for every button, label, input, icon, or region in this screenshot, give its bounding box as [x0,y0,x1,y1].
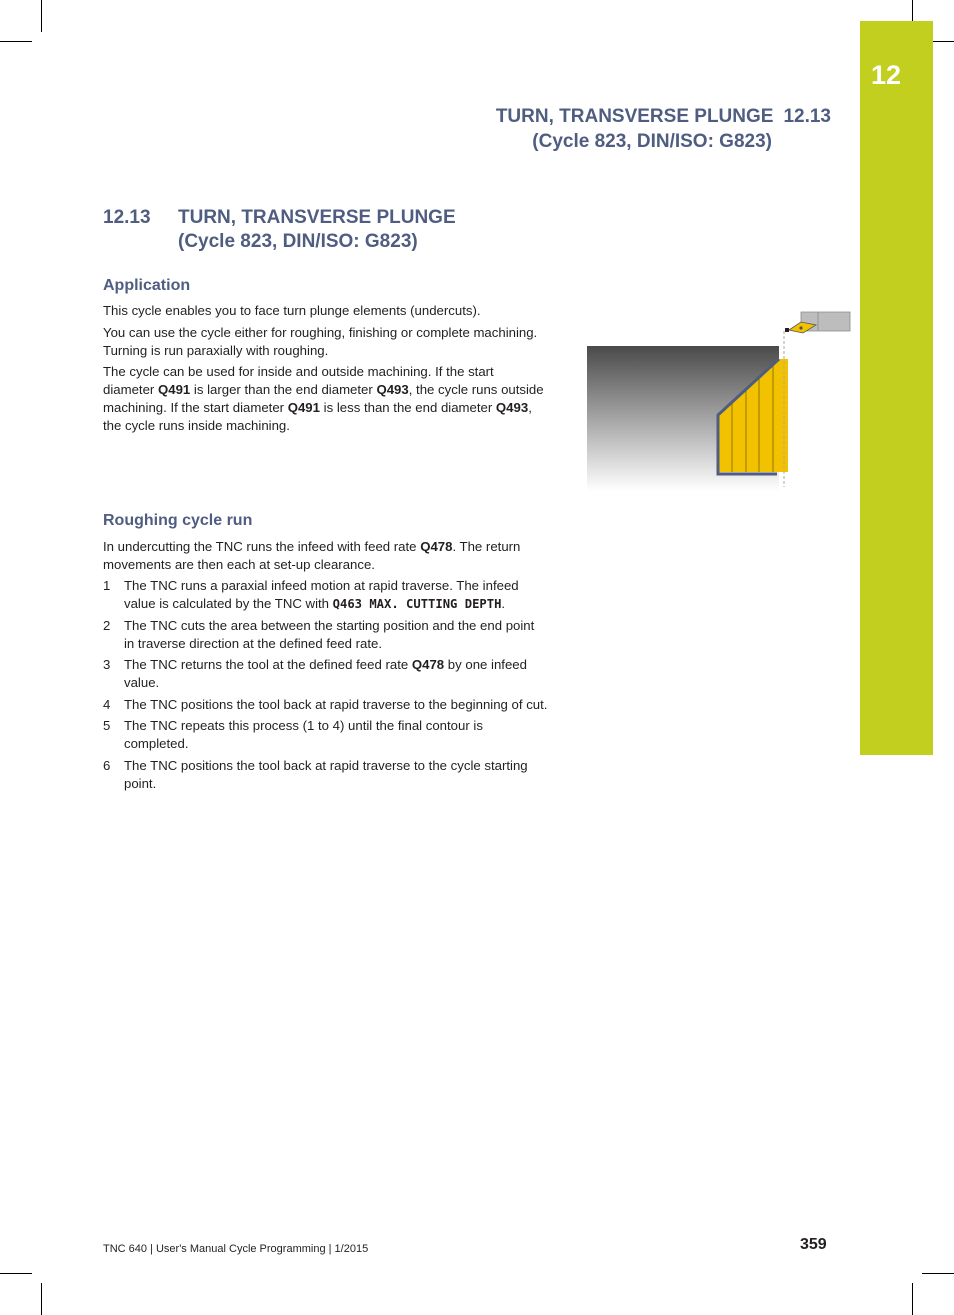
parameter-q491: Q491 [157,382,191,397]
crop-mark [912,1283,913,1315]
chapter-number: 12 [871,60,902,90]
crop-mark [41,0,42,32]
section-title-line2: (Cycle 823, DIN/ISO: G823) [178,231,418,252]
running-header-number: 12.13 [783,106,831,127]
parameter-q463: Q463 MAX. CUTTING DEPTH [332,597,502,611]
running-header-subtitle: (Cycle 823, DIN/ISO: G823) [532,131,772,152]
running-header [411,104,831,154]
roughing-steps [103,577,548,796]
list-item: 5 The TNC repeats this process (1 to 4) until the final contour is completed. [103,718,483,751]
page-number: 359 [800,1236,827,1253]
list-item: 4 The TNC positions the tool back at rapid traverse to the beginning of cut. [103,696,548,712]
crop-mark [41,1283,42,1315]
footer-text: TNC 640 | User's Manual Cycle Programming | 1/2015 [103,1243,369,1255]
list-item: 2 The TNC cuts the area between the starting position and the end point in traverse direction at the defined feed rate. [103,617,535,651]
parameter-q478: Q478 [420,539,453,554]
section-number: 12.13 [103,207,151,228]
start-point [785,328,789,332]
crop-mark [0,41,32,42]
application-paragraph-2: You can use the cycle either for roughing, finishing or complete machining. Turning is run paraxially with roughing. [103,325,538,358]
crop-mark [0,1273,32,1274]
list-item: 3 The TNC returns the tool at the defined feed rate Q478 by one infeed value. [103,657,527,690]
list-item: 1 The TNC runs a paraxial infeed motion at rapid traverse. The infeed value is calculated by the TNC with Q463 MAX. CUTTING DEPTH. [103,578,519,611]
application-heading: Application [103,277,191,294]
list-item: 6 The TNC positions the tool back at rapid traverse to the cycle starting point. [103,757,528,791]
parameter-q493: Q493 [495,400,529,415]
chapter-tab [860,21,933,755]
crop-mark [922,1273,954,1274]
running-header-title: TURN, TRANSVERSE PLUNGE [495,106,774,127]
application-paragraph-1: This cycle enables you to face turn plunge elements (undercuts). [103,303,481,318]
application-paragraph-3: The cycle can be used for inside and outside machining. If the start diameter Q491 is larger than the end diameter Q493, the cycle runs outside machining. If the start diameter Q491 is less than the end diameter Q493, the cycle runs inside machining. [103,364,544,433]
roughing-intro: In undercutting the TNC runs the infeed with feed rate Q478. The return movements are then each at set-up clearance. [103,539,521,572]
section-title-line1: TURN, TRANSVERSE PLUNGE [178,207,456,228]
parameter-q478: Q478 [411,657,445,672]
parameter-q491: Q491 [287,400,320,415]
roughing-heading: Roughing cycle run [103,512,253,529]
undercut-illustration [587,309,851,491]
parameter-q493: Q493 [376,382,409,397]
